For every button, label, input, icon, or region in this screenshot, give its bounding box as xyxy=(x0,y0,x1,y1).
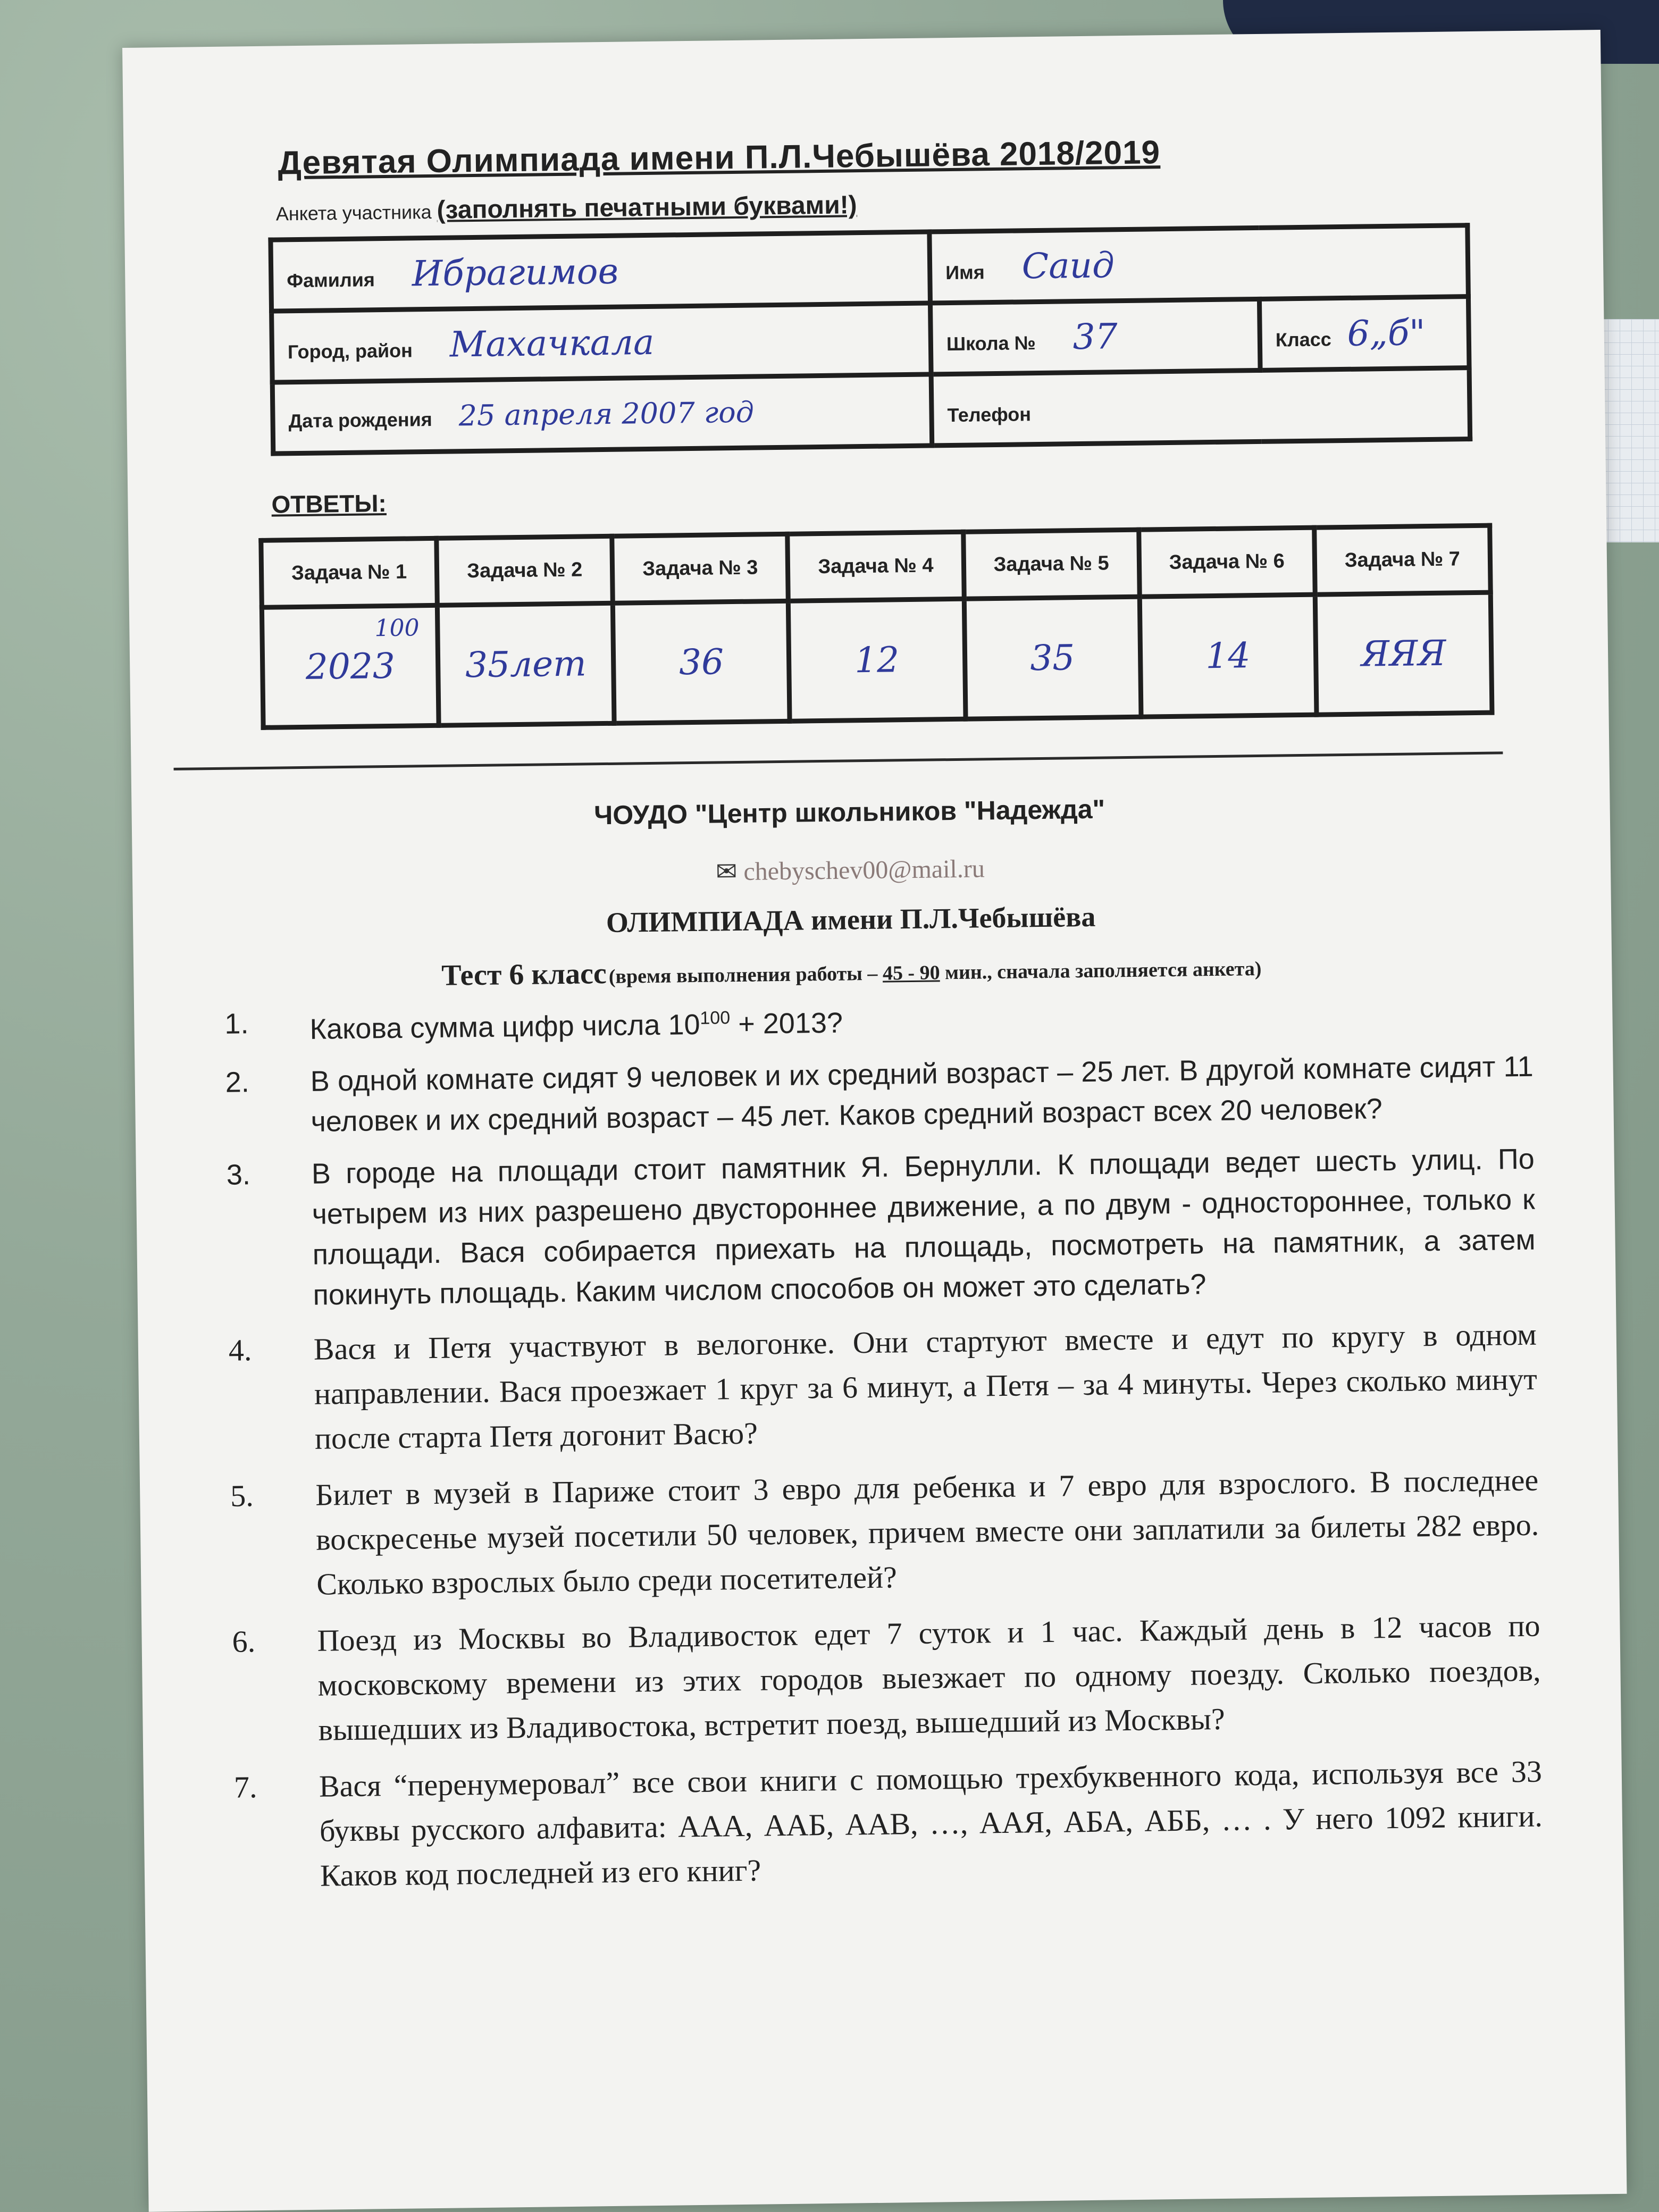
task-4-header: Задача № 4 xyxy=(787,532,964,601)
task-1-answer-cell[interactable] xyxy=(262,605,439,727)
task-1-header: Задача № 1 xyxy=(261,538,438,607)
task-5-answer-cell[interactable] xyxy=(964,597,1141,719)
problem-text xyxy=(309,988,1533,1050)
class-cell[interactable] xyxy=(1259,297,1469,371)
dob-value: 25 апреля 2007 год xyxy=(458,395,755,433)
answers-table xyxy=(258,523,1494,730)
problem-number: 5. xyxy=(230,1478,254,1513)
task-1-answer: 2023 xyxy=(305,645,396,688)
problem-number: 7. xyxy=(233,1770,257,1805)
class-label: Класс xyxy=(1275,328,1332,351)
task-2-header: Задача № 2 xyxy=(437,536,613,605)
task-5-answer: 35 xyxy=(1029,637,1075,679)
test-heading xyxy=(133,945,1570,996)
form-subtitle xyxy=(275,190,857,227)
problem-item xyxy=(217,1312,1538,1462)
task-5-header: Задача № 5 xyxy=(963,530,1139,599)
problem-text-part: Какова сумма цифр числа 10 xyxy=(309,1008,700,1045)
problem-item xyxy=(220,1458,1540,1608)
task-7-answer: ЯЯЯ xyxy=(1361,632,1446,675)
problem-item xyxy=(223,1749,1543,1899)
problem-number: 4. xyxy=(228,1333,252,1368)
phone-value xyxy=(1062,388,1063,429)
class-value: 6„б" xyxy=(1347,312,1426,354)
name-cell[interactable] xyxy=(929,225,1469,303)
olympiad-sheet xyxy=(122,30,1627,2212)
task-6-answer-cell[interactable] xyxy=(1139,594,1317,717)
email-address[interactable]: chebyschev00@mail.ru xyxy=(743,854,985,886)
problem-number: 2. xyxy=(225,1066,250,1099)
task-6-header: Задача № 6 xyxy=(1138,527,1315,597)
test-title: Тест 6 класс xyxy=(441,957,607,992)
problem-item xyxy=(221,1604,1541,1754)
task-3-answer-cell[interactable] xyxy=(613,601,790,723)
problem-number: 1. xyxy=(224,1008,249,1040)
school-value: 37 xyxy=(1073,316,1118,358)
exponent: 100 xyxy=(700,1008,731,1028)
surname-label: Фамилия xyxy=(287,269,375,292)
task-3-header: Задача № 3 xyxy=(612,534,789,603)
task-4-answer-cell[interactable] xyxy=(789,599,966,721)
problem-number: 6. xyxy=(232,1624,256,1659)
name-value: Саид xyxy=(1021,245,1115,287)
time-prefix: (время выполнения работы – xyxy=(608,962,883,988)
problem-text: Поезд из Москвы во Владивосток едет 7 суток и 1 час. Каждый день в 12 часов по московскому времени из этих городов выезжает по одному поезду. Сколько поездов, вышедших из Владивостока, встретит поезд, вышедший из Москвы? xyxy=(317,1608,1541,1747)
organization-name: ЧОУДО "Центр школьников "Надежда" xyxy=(593,794,1105,831)
answers-label: ОТВЕТЫ: xyxy=(271,489,387,518)
task-7-answer-cell[interactable] xyxy=(1315,592,1492,715)
participant-form xyxy=(268,223,1472,456)
problem-text: В городе на площади стоит памятник Я. Бернулли. К площади ведет шесть улиц. По четырем из них разрешено двустороннее движение, а по двум - одностороннее, только к площади. Вася собирается приехать на площадь, посмотреть на памятник, а затем покинуть площадь. Каким числом способов он может это сделать? xyxy=(311,1143,1536,1311)
city-cell[interactable] xyxy=(272,303,932,382)
task-3-answer: 36 xyxy=(678,641,724,683)
problem-list xyxy=(214,988,1544,1911)
task-2-answer-cell[interactable] xyxy=(437,603,614,725)
olympiad-heading: ОЛИМПИАДА имени П.Л.Чебышёва xyxy=(606,900,1096,939)
email-line xyxy=(132,847,1568,894)
problem-text: В одной комнате сидят 9 человек и их средний возраст – 25 лет. В другой комнате сидят 11 человек и их средний возраст – 45 лет. Каков средний возраст всех 20 человек? xyxy=(310,1050,1534,1138)
olympiad-title: Девятая Олимпиада имени П.Л.Чебышёва 2018/2019 xyxy=(278,134,1161,182)
surname-cell[interactable] xyxy=(271,232,931,311)
problem-item xyxy=(214,1046,1534,1143)
problem-item xyxy=(214,988,1533,1051)
problem-text: Вася “перенумеровал” все свои книги с помощью трехбуквенного кода, используя все 33 буквы русского алфавита: ААА, ААБ, ААВ, …, ААЯ, АБА, АББ, … . У него 1092 книги. Каков код последней из его книг? xyxy=(319,1754,1543,1893)
problem-number: 3. xyxy=(226,1159,251,1191)
phone-label: Телефон xyxy=(947,403,1032,426)
school-label: Школа № xyxy=(946,332,1036,355)
envelope-icon: ✉ xyxy=(715,857,738,886)
dob-label: Дата рождения xyxy=(288,408,432,432)
time-suffix: мин., сначала заполняется анкета) xyxy=(940,957,1262,984)
form-label: Анкета участника xyxy=(275,200,432,225)
phone-cell[interactable] xyxy=(931,368,1470,446)
dob-cell[interactable] xyxy=(272,374,932,454)
city-label: Город, район xyxy=(287,339,413,363)
problem-item xyxy=(215,1139,1536,1317)
city-value: Махачкала xyxy=(449,321,655,365)
task-1-correction: 100 xyxy=(374,614,420,642)
surname-value: Ибрагимов xyxy=(412,250,619,295)
problem-text: Билет в музей в Париже стоит 3 евро для ребенка и 7 евро для взрослого. В последнее воскресенье музей посетили 50 человек, причем вместе они заплатили за билеты 282 евро. Сколько взрослых было среди посетителей? xyxy=(315,1462,1539,1602)
task-6-answer: 14 xyxy=(1205,635,1251,677)
task-4-answer: 12 xyxy=(854,639,900,681)
form-note: (заполнять печатными буквами!) xyxy=(437,191,857,224)
time-value: 45 - 90 xyxy=(882,961,940,985)
name-label: Имя xyxy=(945,261,985,284)
problem-text-part: + 2013? xyxy=(730,1007,843,1041)
task-2-answer: 35лет xyxy=(465,643,587,686)
section-divider xyxy=(174,751,1503,770)
school-cell[interactable] xyxy=(930,299,1260,374)
problem-text: Вася и Петя участвуют в велогонке. Они стартуют вместе и едут по кругу в одном направлении. Вася проезжает 1 круг за 6 минут, а Петя – за 4 минуты. Через сколько минут после старта Петя догонит Васю? xyxy=(313,1317,1538,1456)
task-7-header: Задача № 7 xyxy=(1314,525,1491,594)
